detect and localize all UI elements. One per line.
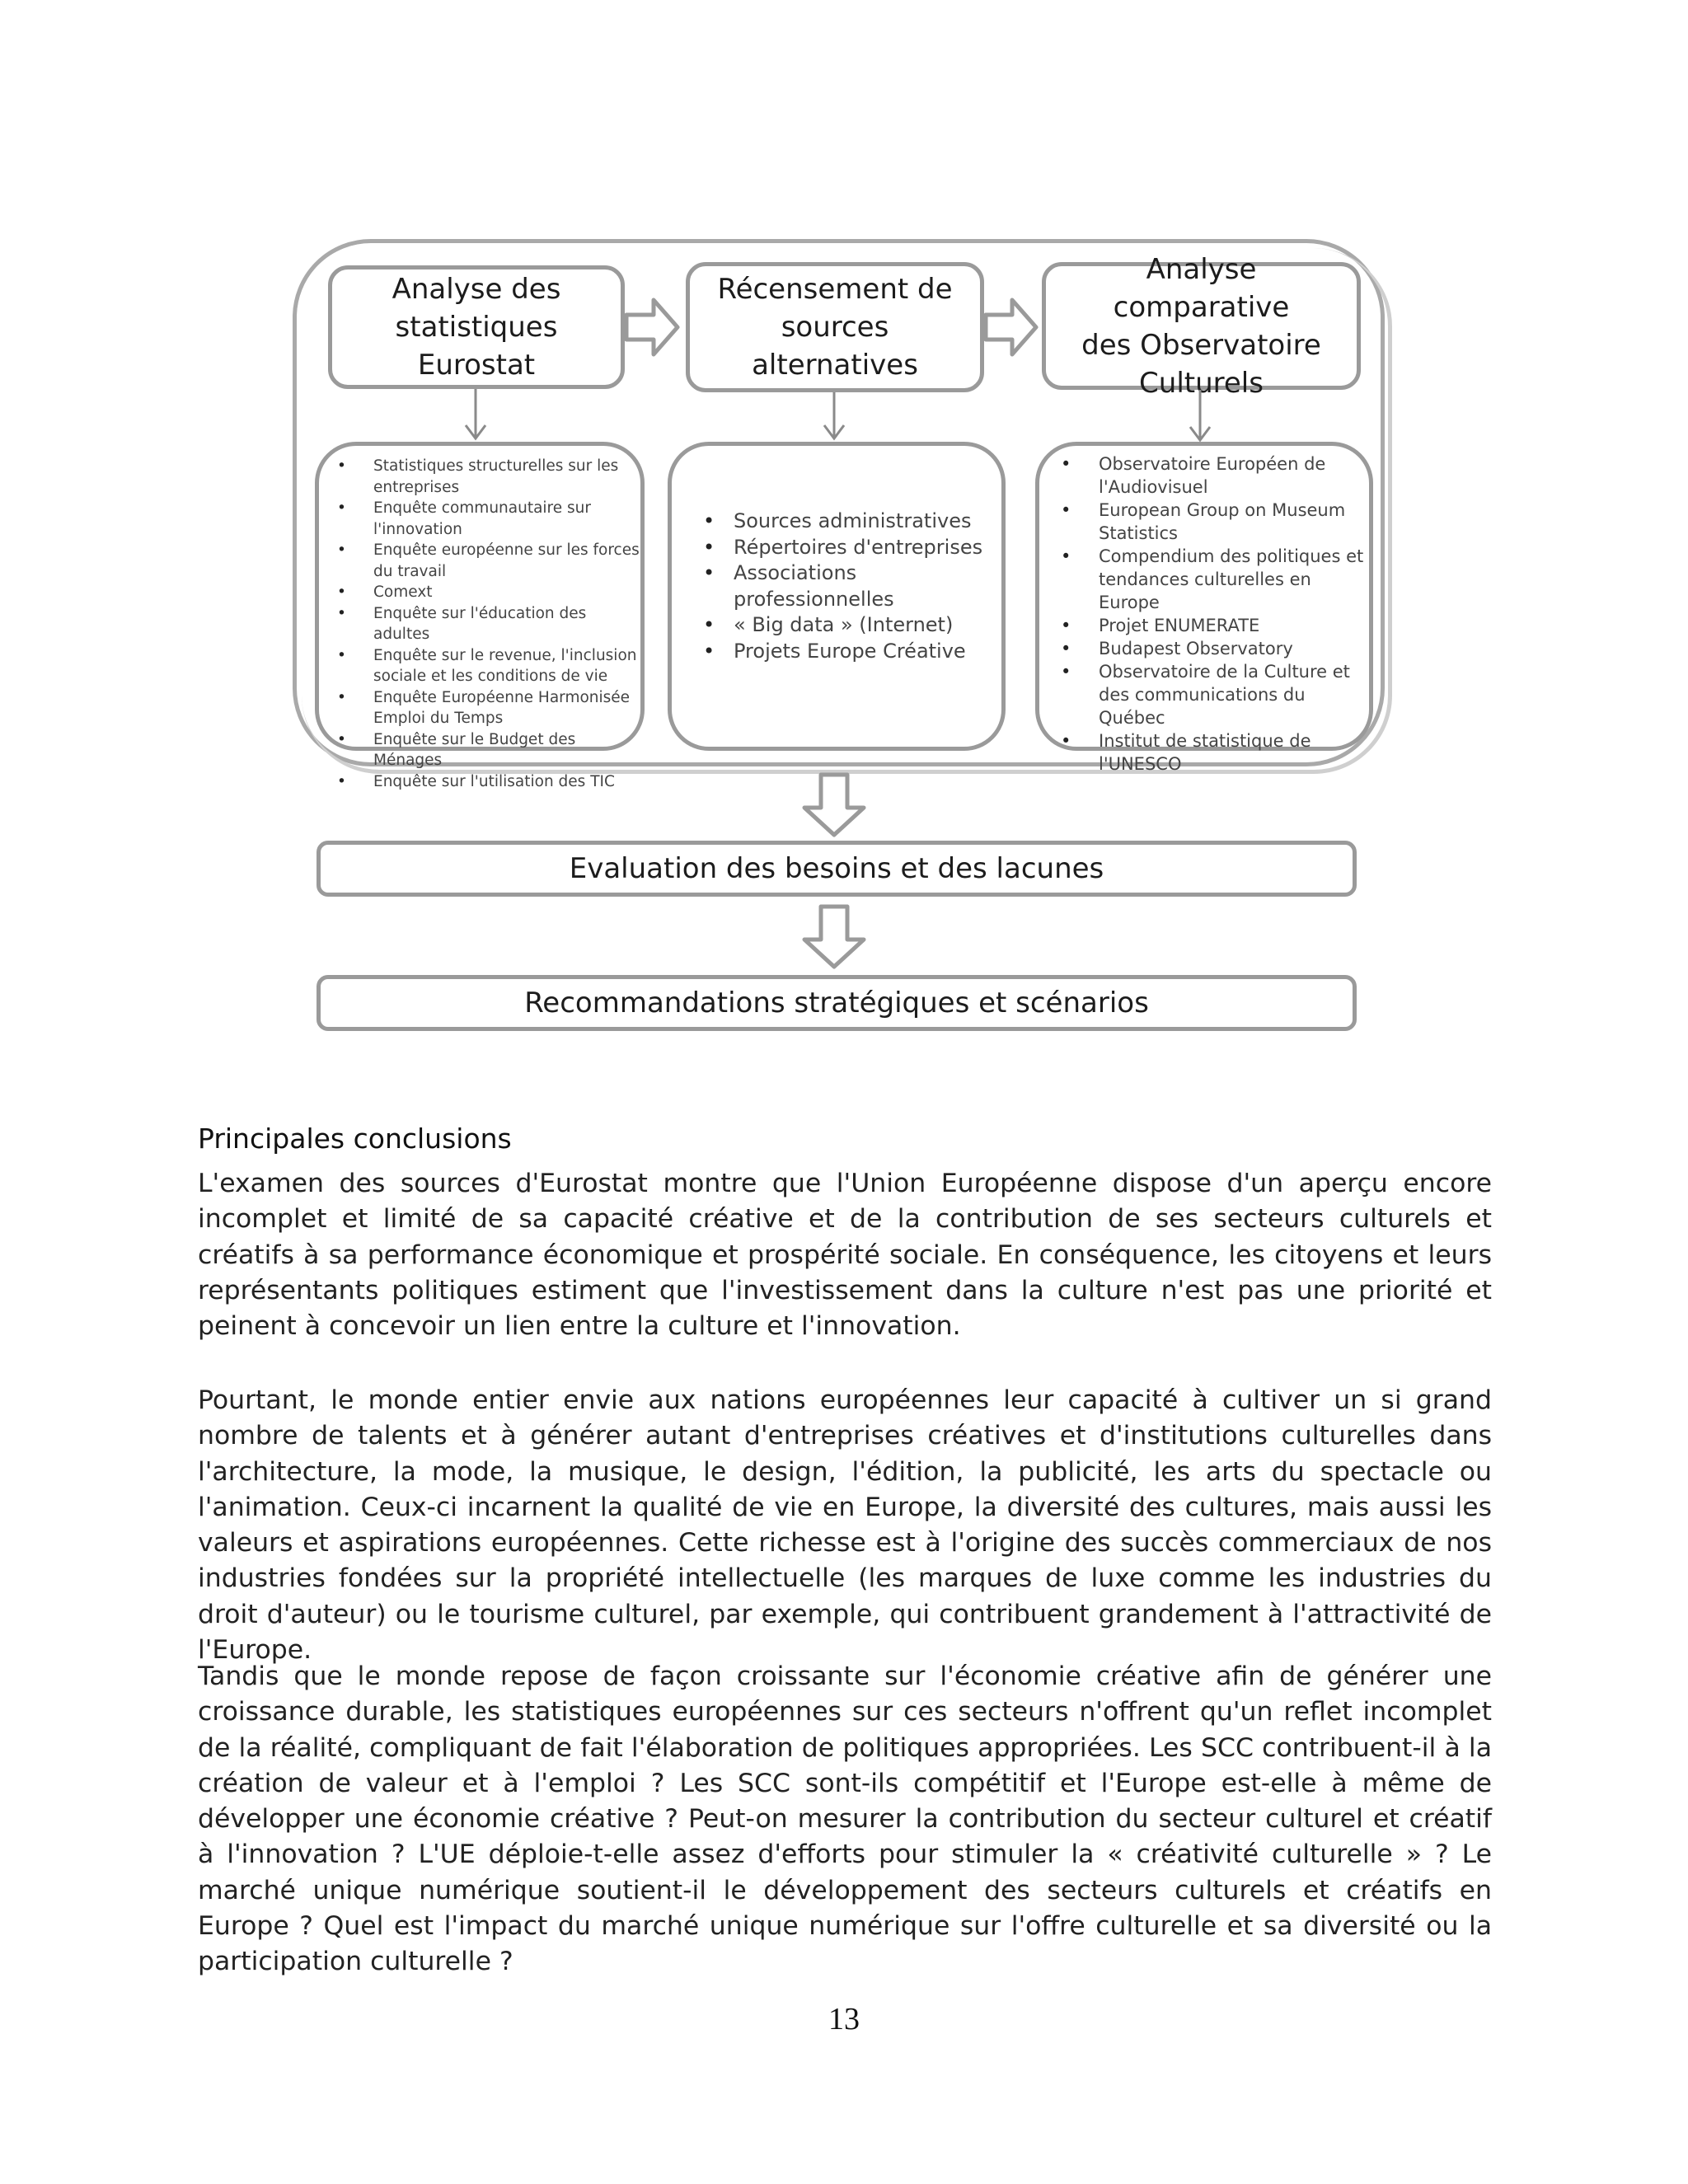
list-alternative-sources — [668, 442, 1006, 751]
section-heading: Principales conclusions — [198, 1122, 512, 1155]
box-observatories-analysis: Analyse comparative des Observatoire Culturels — [1042, 262, 1361, 390]
box-evaluation: Evaluation des besoins et des lacunes — [316, 841, 1357, 897]
list-item: • Répertoires d'entreprises — [672, 535, 1001, 561]
list-observatories — [1035, 442, 1373, 774]
list-item: • Enquête sur l'utilisation des TIC — [319, 771, 640, 793]
box-eurostat-analysis: Analyse des statistiques Eurostat — [328, 265, 625, 389]
page-number: 13 — [828, 2002, 860, 2036]
list-item: • Enquête communautaire sur l'innovation — [319, 498, 640, 540]
list-item: • Enquête sur l'éducation des adultes — [319, 603, 640, 645]
box-alternative-sources: Récensement de sources alternatives — [686, 262, 984, 392]
list-item: • Enquête sur le Budget des Ménages — [319, 729, 640, 771]
paragraph: Pourtant, le monde entier envie aux nations européennes leur capacité à cultiver un si grand nombre de talents et à générer autant d'entreprises créatives et d'institutions culturelles dans l'architecture, la mode, la musique, le design, l'édition, la publicité, les arts du spectacle ou l'animation. Ceux-ci incarnent la qualité de vie en Europe, la diversité des cultures, mais aussi les valeurs et aspirations européennes. Cette richesse est à l'origine des succès commerciaux de nos industries fondées sur la propriété intellectuelle (les marques de luxe comme les industries du droit d'auteur) ou le tourisme culturel, par exemple, qui contribuent grandement à l'attractivité de l'Europe. — [198, 1385, 1492, 1666]
paragraph: Tandis que le monde repose de façon croissante sur l'économie créative afin de générer une croissance durable, les statistiques européennes sur ces secteurs n'offrent qu'un reflet incomplet de la réalité, compliquant de fait l'élaboration de politiques appropriées. Les SCC contribuent-il à la création de valeur et à l'emploi ? Les SCC sont-ils compétitif et l'Europe est-elle à même de développer une économie créative ? Peut-on mesurer la contribution du secteur culturel et créatif à l'innovation ? L'UE déploie-t-elle assez d'efforts pour stimuler la « créativité culturelle » ? Le marché unique numérique soutient-il le développement des secteurs culturels et créatifs en Europe ? Quel est l'impact du marché unique numérique sur l'offre culturelle et sa diversité ou la participation culturelle ? — [198, 1661, 1492, 1977]
down-arrow-icon — [804, 907, 864, 967]
list-item: • Institut de statistique de l'UNESCO — [1039, 729, 1369, 776]
right-arrow-icon — [626, 300, 678, 354]
list-item: • Associations professionnelles — [672, 560, 1001, 612]
box-recommendations: Recommandations stratégiques et scénarios — [316, 975, 1357, 1031]
list-item: • « Big data » (Internet) — [672, 612, 1001, 639]
list-item: • Observatoire de la Culture et des communications du Québec — [1039, 660, 1369, 729]
paragraph: L'examen des sources d'Eurostat montre que l'Union Européenne dispose d'un aperçu encore incomplet et limité de sa capacité créative et de la contribution de ses secteurs culturels et créatifs à sa performance économique et prospérité sociale. En conséquence, les citoyens et leurs représentants politiques estiment que l'investissement dans la culture n'est pas une priorité et peinent à concevoir un lien entre la culture et l'innovation. — [198, 1169, 1492, 1342]
list-item: • Sources administratives — [672, 509, 1001, 535]
down-arrow-icon — [804, 775, 864, 835]
list-item: • Projets Europe Créative — [672, 639, 1001, 665]
list-item: • Projet ENUMERATE — [1039, 614, 1369, 637]
list-item: • Comext — [319, 582, 640, 603]
list-item: • Enquête sur le revenue, l'inclusion sociale et les conditions de vie — [319, 645, 640, 687]
list-item: • Observatoire Européen de l'Audiovisuel — [1039, 452, 1369, 499]
list-item: • Statistiques structurelles sur les entreprises — [319, 456, 640, 498]
list-item: • Budapest Observatory — [1039, 637, 1369, 660]
list-item: • Compendium des politiques et tendances culturelles en Europe — [1039, 545, 1369, 614]
right-arrow-icon — [986, 300, 1036, 354]
list-item: • European Group on Museum Statistics — [1039, 499, 1369, 545]
list-eurostat-surveys — [315, 442, 645, 790]
list-item: • Enquête Européenne Harmonisée Emploi du Temps — [319, 687, 640, 729]
list-item: • Enquête européenne sur les forces du travail — [319, 540, 640, 582]
